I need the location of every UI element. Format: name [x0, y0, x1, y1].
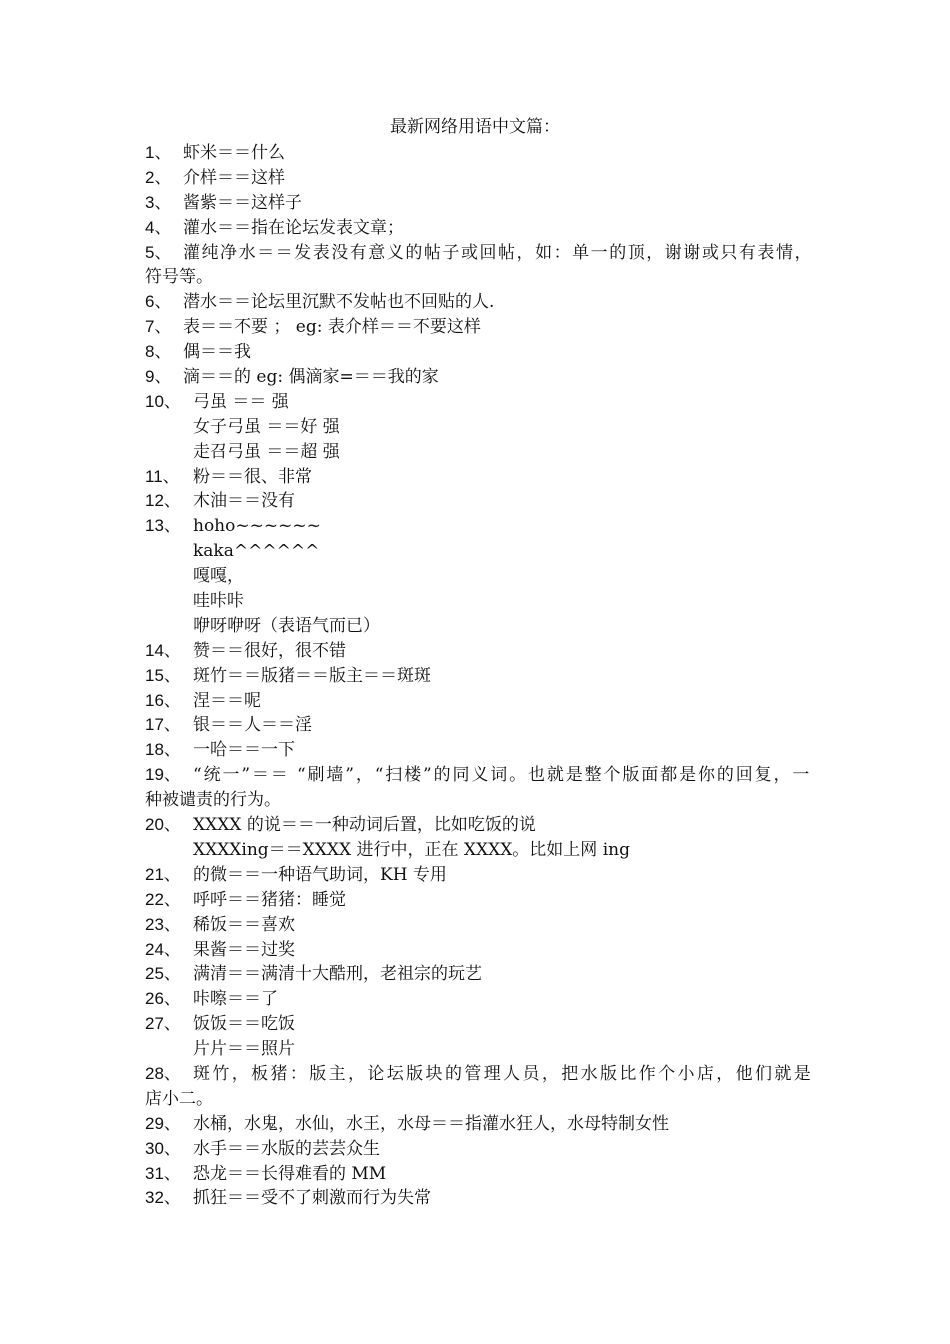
item-number: 3、	[145, 192, 172, 212]
list-item	[145, 166, 813, 191]
list-item	[145, 241, 813, 266]
item-text: 虾米＝＝什么	[183, 143, 285, 163]
list-item	[145, 664, 813, 689]
item-number: 26、	[145, 989, 181, 1009]
list-item	[145, 290, 813, 315]
list-item	[145, 1012, 813, 1037]
item-number: 18、	[145, 740, 181, 760]
item-number: 19、	[145, 765, 181, 785]
item-number: 4、	[145, 217, 172, 237]
list-item	[145, 1062, 813, 1087]
item-number: 27、	[145, 1014, 181, 1034]
item-number: 1、	[145, 143, 172, 162]
list-item	[145, 962, 813, 987]
list-item	[145, 216, 813, 241]
item-number: 10、	[145, 391, 181, 411]
list-item	[145, 340, 813, 365]
sub-item: XXXXing＝＝XXXX 进行中，正在 XXXX。比如上网 ing	[193, 839, 630, 860]
list-item	[145, 938, 813, 963]
item-text: 涅＝＝呢	[193, 690, 261, 711]
list-item	[145, 365, 813, 390]
item-number: 9、	[145, 367, 172, 387]
item-text: 一哈＝＝一下	[193, 740, 295, 761]
item-text: 水桶，水鬼，水仙，水王，水母＝＝指灌水狂人，水母特制女性	[193, 1113, 669, 1134]
item-number: 16、	[145, 690, 181, 710]
item-text: 稀饭＝＝喜欢	[193, 914, 295, 935]
list-item	[145, 913, 813, 938]
item-text: hoho~~~~~~	[193, 516, 321, 537]
item-text: 赞＝＝很好，很不错	[193, 640, 346, 661]
sub-item: 咿呀咿呀（表语气而已）	[193, 615, 380, 636]
item-number: 32、	[145, 1188, 181, 1208]
item-number: 31、	[145, 1163, 181, 1183]
item-number: 17、	[145, 715, 181, 735]
list-item	[145, 390, 813, 415]
item-number: 13、	[145, 516, 181, 536]
item-number: 11、	[145, 466, 180, 486]
list-item	[145, 141, 813, 166]
sub-item: 走召弓虽 ＝＝超 强	[193, 441, 340, 462]
item-number: 24、	[145, 939, 181, 959]
list-item	[145, 191, 813, 216]
item-text: 灌水＝＝指在论坛发表文章；	[183, 217, 404, 238]
list-item	[145, 465, 813, 490]
item-text: 呼呼＝＝猪猪：睡觉	[193, 889, 346, 910]
item-text: 斑竹＝＝版猪＝＝版主＝＝斑斑	[193, 665, 431, 686]
list-item	[145, 689, 813, 714]
list-item	[145, 888, 813, 913]
item-number: 29、	[145, 1113, 181, 1133]
list-item	[145, 1162, 813, 1187]
item-text: XXXX 的说＝＝一种动词后置，比如吃饭的说	[193, 815, 536, 836]
item-text: 满清＝＝满清十大酷刑，老祖宗的玩艺	[193, 964, 482, 985]
sub-item: 片片＝＝照片	[193, 1039, 295, 1060]
item-text: 滴＝＝的 eg: 偶滴家=＝＝我的家	[183, 367, 439, 388]
item-number: 6、	[145, 292, 172, 312]
item-number: 20、	[145, 815, 181, 835]
item-text: 木油＝＝没有	[193, 491, 295, 512]
item-text: 弓虽 ＝＝ 强	[193, 391, 289, 412]
item-text: 介样＝＝这样	[183, 167, 285, 188]
list-item	[145, 489, 813, 514]
item-text: 偶＝＝我	[183, 342, 251, 363]
item-number: 5、	[145, 242, 172, 262]
item-text: 银＝＝人＝＝淫	[193, 715, 312, 736]
item-text: 粉＝＝很、非常	[193, 466, 312, 487]
item-text: 酱紫＝＝这样子	[183, 192, 302, 213]
item-text: 咔嚓＝＝了	[193, 989, 278, 1010]
item-number: 15、	[145, 665, 181, 685]
item-number: 2、	[145, 167, 172, 187]
page-title: 最新网络用语中文篇：	[390, 117, 560, 137]
item-text: 果酱＝＝过奖	[193, 939, 295, 960]
list-item	[145, 1186, 813, 1211]
item-text-continuation: 店小二。	[145, 1088, 213, 1109]
glossary-list	[145, 141, 813, 1211]
item-text: 抓狂＝＝受不了刺激而行为失常	[193, 1188, 431, 1209]
item-text: 恐龙＝＝长得难看的 MM	[193, 1163, 387, 1184]
item-number: 12、	[145, 491, 181, 511]
list-item	[145, 315, 813, 340]
list-item	[145, 639, 813, 664]
list-item	[145, 987, 813, 1012]
list-item	[145, 1112, 813, 1137]
list-item	[145, 763, 813, 788]
item-number: 23、	[145, 914, 181, 934]
list-item	[145, 813, 813, 838]
list-item	[145, 514, 813, 539]
list-item	[145, 713, 813, 738]
item-number: 22、	[145, 889, 181, 909]
item-text-continuation: 种被谴责的行为。	[145, 790, 281, 811]
sub-item: 嘎嘎，	[193, 566, 244, 587]
item-number: 30、	[145, 1138, 181, 1158]
sub-item: 女子弓虽 ＝＝好 强	[193, 416, 340, 437]
item-number: 14、	[145, 640, 181, 660]
item-text: 斑竹，板猪：版主，论坛版块的管理人员，把水版比作个小店，他们就是	[193, 1063, 814, 1084]
sub-item: 哇咔咔	[193, 591, 244, 612]
sub-item: kaka^^^^^^	[193, 541, 320, 562]
item-text: 水手＝＝水版的芸芸众生	[193, 1138, 380, 1159]
item-text: 灌纯净水＝＝发表没有意义的帖子或回帖，如：单一的顶，谢谢或只有表情，	[183, 242, 814, 263]
item-text-continuation: 符号等。	[145, 267, 213, 288]
item-text: 的微＝＝一种语气助词，KH 专用	[193, 864, 447, 885]
item-number: 7、	[145, 317, 172, 337]
item-text: 潜水＝＝论坛里沉默不发帖也不回贴的人.	[183, 292, 495, 313]
item-number: 28、	[145, 1063, 181, 1083]
item-text: 表＝＝不要 ； eg: 表介样＝＝不要这样	[183, 317, 481, 338]
item-number: 25、	[145, 964, 181, 984]
list-item	[145, 738, 813, 763]
list-item	[145, 863, 813, 888]
item-number: 8、	[145, 342, 172, 362]
item-text: “统一”＝＝ “刷墙”，“扫楼”的同义词。也就是整个版面都是你的回复，一	[193, 765, 812, 786]
list-item	[145, 1137, 813, 1162]
item-number: 21、	[145, 864, 181, 884]
item-text: 饭饭＝＝吃饭	[193, 1014, 295, 1035]
